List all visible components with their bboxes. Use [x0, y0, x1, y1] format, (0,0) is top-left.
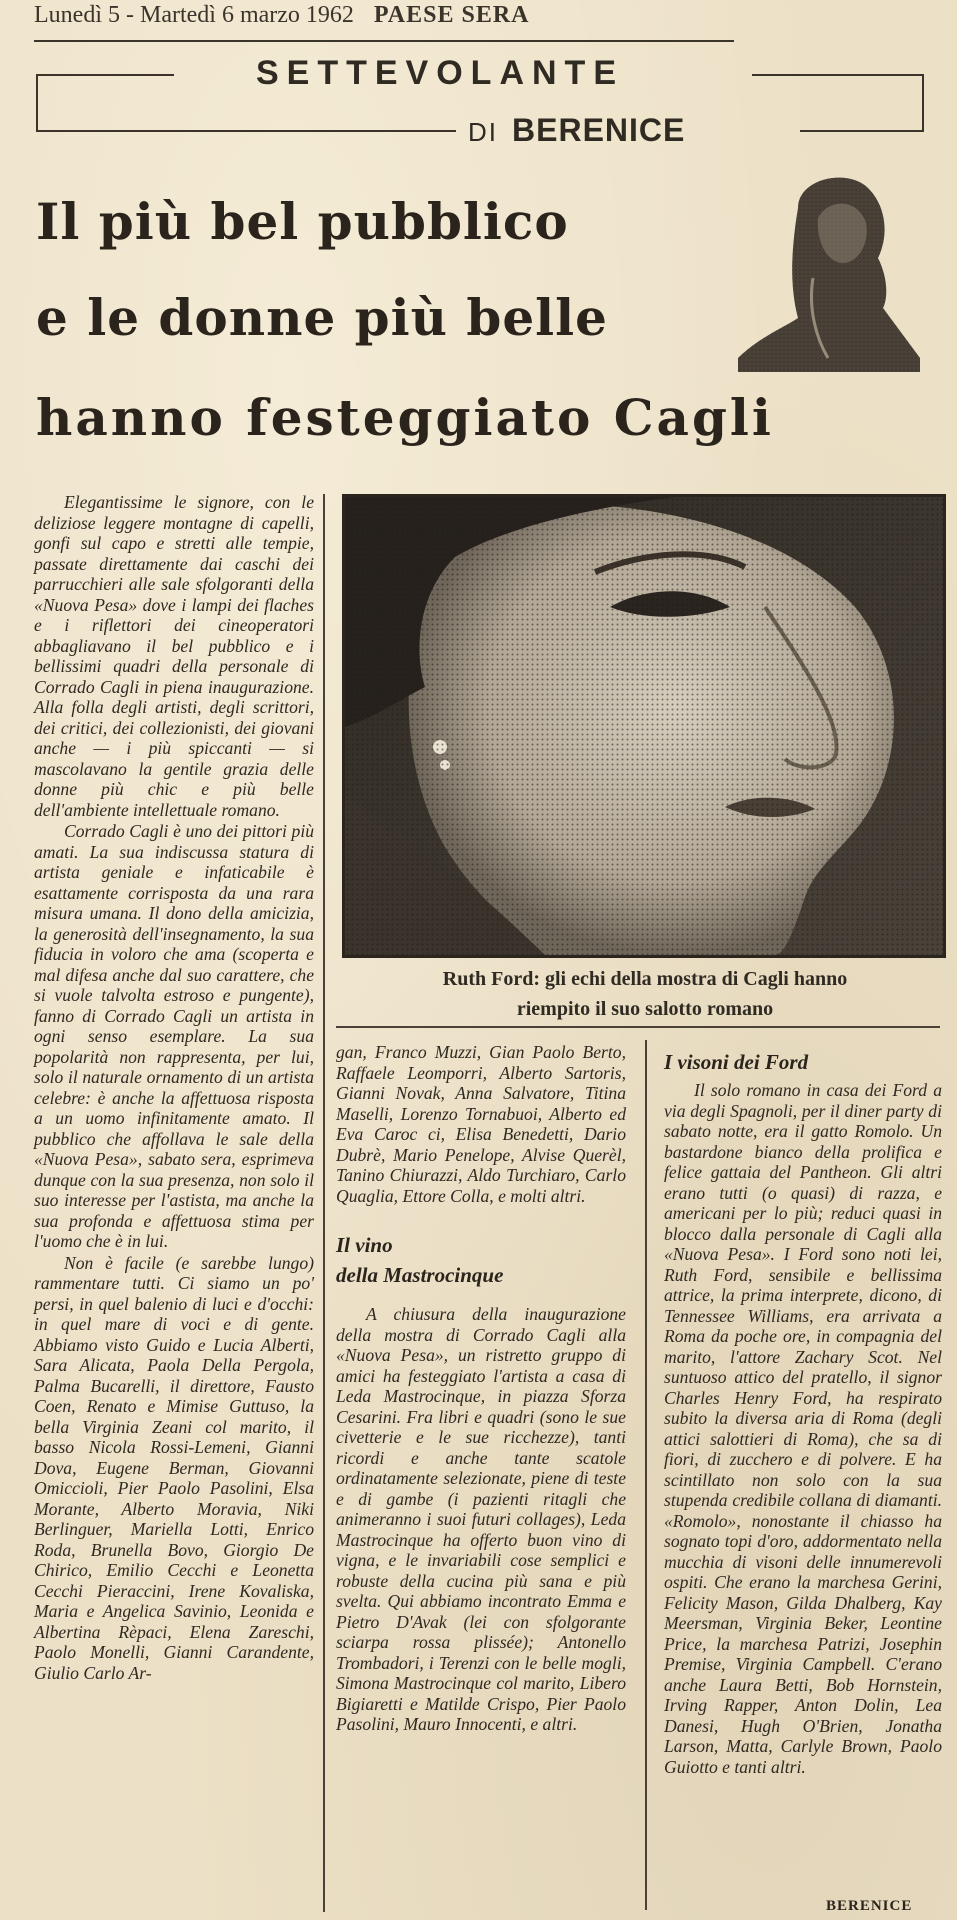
photo-caption — [340, 964, 950, 1024]
dateline — [34, 2, 734, 40]
column-rule-2 — [645, 1040, 647, 1910]
caption-line-2: riempito il suo salotto romano — [516, 998, 774, 1020]
column-rule-1 — [323, 494, 325, 1912]
paragraph: Il solo romano in casa dei Ford a via degli Spagnoli, per il diner party di sabato notte, era il gatto Romolo. Un bastardone bianco della prolifica e felice gattaia del Pantheon. Gli altri erano tutti (o quasi) di razza, e americani per lo più; reduci quasi in blocco dalla personale di Cagli alla «Nuova Pesa». I Ford sono noti lei, Ruth Ford, sensibile e bellissima attrice, la prima interprete, dicono, di Tennessee Williams, era arrivata a Roma da poche ore, in compagnia del marito, l'attore Zachary Scot. Nel suntuoso attico del pratello, il signor Charles Henry Ford, ha respirato subito la diversa aria di Roma (degli attici salottieri di Roma), che sa di fiori, di zucchero e di polvere. E ha scintillato non solo con la sua stupenda credibile collana di diamanti. «Romolo», nonostante il chiasso ha sognato topi d'oro, addormentato nella mucchia di visoni delle innumerevoli ospiti. Che erano la marchesa Gerini, Felicity Mason, Gilda Dhalberg, Kay Meersman, Virginia Beker, Leontine Price, la marchesa Patrizi, Josephin Premise, Virginia Campbell. C'erano anche Laura Betti, Bob Hornstein, Irving Rapper, Anton Dolin, Lea Danesi, Hugh O'Brien, Jonatha Larson, Matta, Carlyle Brown, Paolo Guiotto e tanti altri. — [664, 1080, 942, 1777]
paragraph: gan, Franco Muzzi, Gian Paolo Berto, Raffaele Leomporri, Alberto Sartoris, Gianni Novak, Anna Salvatore, Titina Maselli, Lorenzo Tornabuoi, Alberto ed Eva Caroc ci, Elisa Benedetti, Dario Dubrè, Mario Penelope, Alvise Querèl, Tanino Chiurazzi, Aldo Turchiaro, Carlo Quaglia, Ettore Colla, e molti altri. — [336, 1042, 626, 1206]
author-signature: BERENICE — [826, 1898, 913, 1914]
paragraph: Elegantissime le signore, con le deliziose leggere montagne di capelli, gonfi sul capo e stretti alle tempie, passate direttamente dai caschi dei parrucchieri alle sale sfolgoranti della «Nuova Pesa» dove i lampi dei flaches e i riflettori dei cineoperatori abbagliavano il bel pubblico e i bellissimi quadri della personale di Corrado Cagli in piena inaugurazione. Alla folla degli artisti, degli scrittori, dei critici, dei collezionisti, dei giovani anche — i più spiccanti — si mascolavano la gentile grazia delle donne più chic e più belle dell'ambiente intellettuale romano. — [34, 492, 314, 820]
byline-prefix: DI — [468, 117, 498, 147]
subhead-line-2: della Mastrocinque — [336, 1263, 504, 1287]
paragraph: Corrado Cagli è uno dei pittori più amati. La sua indiscussa statura di artista geniale e infaticabile è esattamente corrisposta da una rara misura umana. Il dono della amicizia, la generosità dell'insegnamento, la sua fiducia in voloro che ama (scoperta e mal difesa anche dal suo carattere, che si vuole talvolta estroso e pungente), fanno di Corrado Cagli un artista in ogni senso esemplare. La sua popolarità non rappresenta, per lui, solo il naturale ornamento di un artista celebre: è anche la affettuosa risposta a un uomo infinitamente amato. Il pubblico che affollava le sale della «Nuova Pesa», sabato sera, esprimeva dunque con la sua presenza, non solo il suo interesse per l'astista, ma anche la sua profonda e affettuosa stima per l'uomo che è in lui. — [34, 821, 314, 1251]
headline-line-3: hanno festeggiato Cagli — [36, 388, 774, 447]
byline-name: BERENICE — [512, 112, 686, 148]
dateline-rule — [34, 40, 734, 42]
dateline-paper: PAESE SERA — [373, 2, 530, 28]
paragraph: A chiusura della inaugurazione della mostra di Corrado Cagli alla «Nuova Pesa», un ristretto gruppo di amici ha festeggiato l'artista a casa di Leda Mastrocinque, in piazza Sforza Cesarini. Fra libri e quadri (sono le sue civetterie e le sue ricchezze), tanti ricordi e anche tante scatole ordinatamente selezionate, piene di teste e di gambe (i pazienti ritagli che animeranno i suoi futuri collages), Leda Mastrocinque ha offerto buon vino di vigna, e le invariabili cose semplici e robuste della cucina più sana e più svelta. Qui abbiamo incontrato Emma e Pietro D'Avak (lei con sfolgorante sciarpa rossa plissée); Antonello Trombadori, i Terenzi con le belle mogli, Simona Mastrocinque col marito, Libero Bigiaretti e Matilde Crispo, Pier Paolo Pasolini, Mauro Innocenti, e altri. — [336, 1304, 626, 1734]
article-column-1 — [34, 492, 314, 1683]
headline-line-2: e le donne più belle — [36, 288, 608, 347]
subhead-line-1: Il vino — [336, 1233, 393, 1257]
subhead-visoni: I visoni dei Ford — [664, 1050, 809, 1074]
subhead-vino — [336, 1230, 626, 1290]
woman-silhouette-photo-icon — [738, 168, 920, 372]
article-column-3 — [664, 1042, 942, 1777]
caption-rule — [336, 1026, 940, 1028]
rubric-title: SETTEVOLANTE — [255, 54, 625, 92]
caption-line-1: Ruth Ford: gli echi della mostra di Cagli hanno — [442, 968, 848, 990]
paragraph: Non è facile (e sarebbe lungo) rammentare tutti. Ci siamo un po' persi, in quel balenio di luci e d'occhi: in quel mare di voci e di gente. Abbiamo visto Guido e Lucia Alberti, Sara Alicata, Paola Della Pergola, Palma Bucarelli, il direttore, Fausto Coen, Renato e Mimise Guttuso, la bella Virginia Zeani col marito, il basso Nicola Rossi-Lemeni, Gianni Dova, Eugene Berman, Giovanni Omiccioli, Pier Paolo Pasolini, Elsa Morante, Alberto Moravia, Niki Berlinguer, Mariella Lotti, Enrico Roda, Brunella Bovo, Giorgio De Chirico, Emilio Cecchi e Leonetta Cecchi Pieraccini, Irene Kovaliska, Maria e Angelica Savinio, Leonida e Albertina Rèpaci, Elena Zareschi, Paolo Monelli, Gianni Carandente, Giulio Carlo Ar- — [34, 1252, 314, 1683]
woman-profile-photo-icon — [342, 494, 946, 958]
rubric-byline — [468, 112, 798, 149]
rubric-box-right — [922, 74, 924, 132]
article-column-2 — [336, 1042, 626, 1735]
rubric-box-bottom-right — [800, 130, 924, 132]
rubric-box-bottom-left — [36, 130, 456, 132]
dateline-date: Lunedì 5 - Martedì 6 marzo 1962 — [34, 2, 354, 28]
headline-line-1: Il più bel pubblico — [36, 192, 569, 251]
rubric-box-left — [36, 74, 38, 132]
